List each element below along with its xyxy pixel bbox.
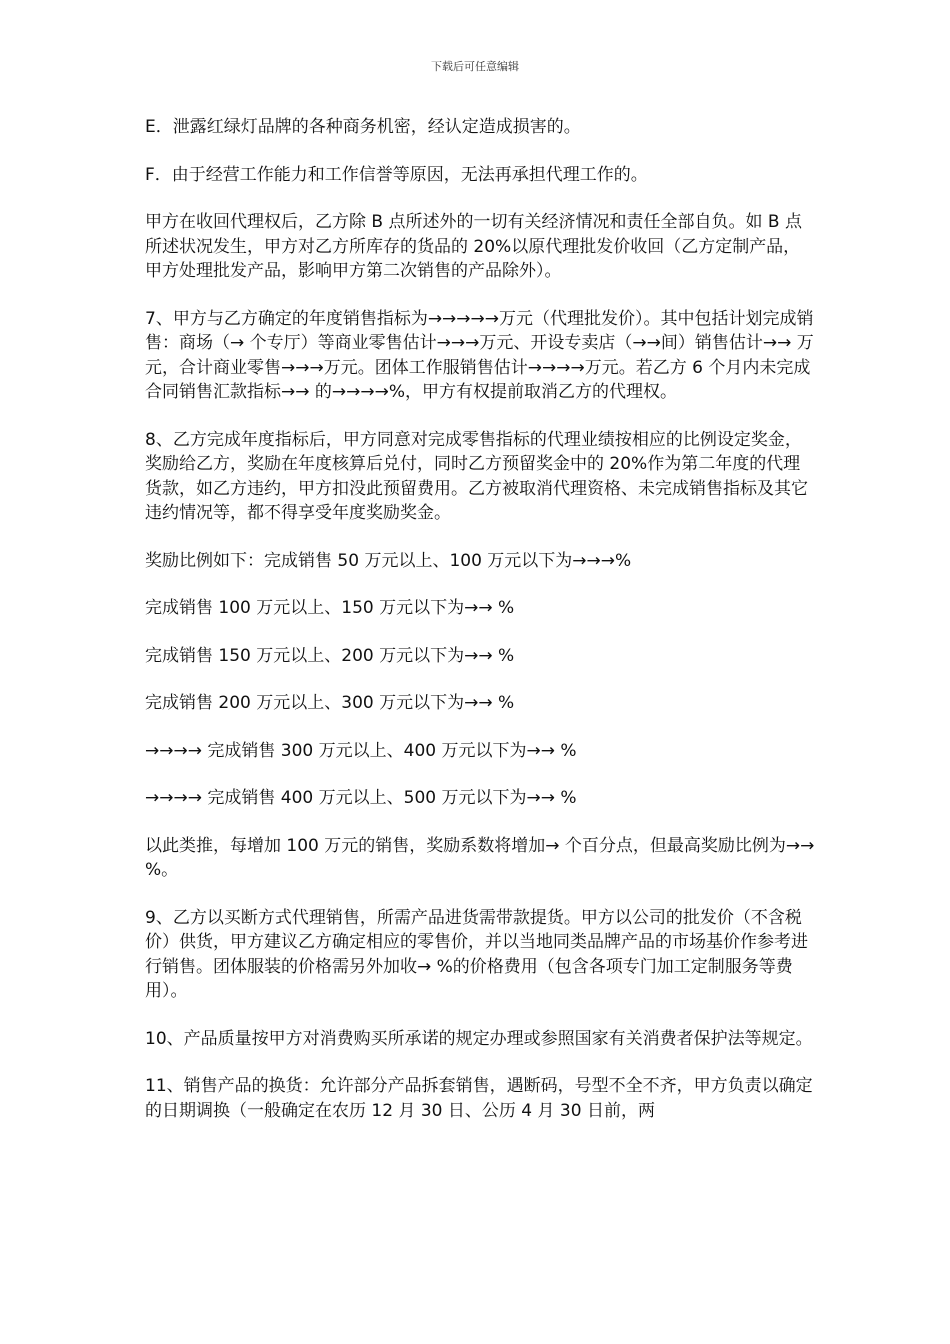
paragraph-8: 8、乙方完成年度指标后，甲方同意对完成零售指标的代理业绩按相应的比例设定奖金，奖励给乙方，奖励在年度核算后兑付，同时乙方预留奖金中的 20%作为第二年度的代理货款，如乙方违约，甲方扣没此预留费用。乙方被取消代理资格、未完成销售指标及其它违约情况等，都不得享受年度奖励奖金。	[145, 429, 808, 523]
paragraph-11: 11、销售产品的换货：允许部分产品拆套销售，遇断码，号型不全不齐，甲方负责以确定的日期调换（一般确定在农历 12 月 30 日、公历 4 月 30 日前，两	[145, 1076, 813, 1121]
paragraph-9: 9、乙方以买断方式代理销售，所需产品进货需带款提货。甲方以公司的批发价（不含税价）供货，甲方建议乙方确定相应的零售价，并以当地同类品牌产品的市场基价作参考进行销售。团体服装的价格需另外加收→ %的价格费用（包含各项专门加工定制服务等费用）。	[145, 907, 808, 1001]
reward-ratio-line-3: 完成销售 150 万元以上、200 万元以下为→→ %	[145, 645, 515, 666]
reward-increment-paragraph: 以此类推，每增加 100 万元的销售，奖励系数将增加→ 个百分点，但最高奖励比例为→→ %。	[145, 835, 820, 880]
reward-ratio-line-1: 奖励比例如下：完成销售 50 万元以上、100 万元以下为→→→%	[145, 550, 632, 571]
page-header: 下载后可任意编辑	[431, 60, 519, 73]
paragraph-7: 7、甲方与乙方确定的年度销售指标为→→→→→万元（代理批发价）。其中包括计划完成销售：商场（→ 个专厅）等商业零售估计→→→万元、开设专卖店（→→间）销售估计→→ 万元，合计商业零售→→→万元。团体工作服销售估计→→→→万元。若乙方 6 个月内未完成合同销售汇款指标→→ 的→→→→%，甲方有权提前取消乙方的代理权。	[145, 308, 814, 402]
reward-ratio-line-6: →→→→ 完成销售 400 万元以上、500 万元以下为→→ %	[145, 788, 577, 808]
reward-ratio-line-4: 完成销售 200 万元以上、300 万元以下为→→ %	[145, 693, 515, 713]
reward-ratio-line-5: →→→→ 完成销售 300 万元以上、400 万元以下为→→ %	[145, 740, 577, 761]
paragraph-10: 10、产品质量按甲方对消费购买所承诺的规定办理或参照国家有关消费者保护法等规定。	[145, 1028, 813, 1049]
reward-ratio-line-2: 完成销售 100 万元以上、150 万元以下为→→ %	[145, 598, 515, 618]
document-body	[145, 115, 820, 1146]
paragraph-f: F．由于经营工作能力和工作信誉等原因，无法再承担代理工作的。	[145, 164, 648, 185]
paragraph-revocation: 甲方在收回代理权后，乙方除 B 点所述外的一切有关经济情况和责任全部自负。如 B 点所述状况发生，甲方对乙方所库存的货品的 20%以原代理批发价收回（乙方定制产品，甲方处理批发产品，影响甲方第二次销售的产品除外）。	[145, 212, 802, 281]
paragraph-e: E．泄露红绿灯品牌的各种商务机密，经认定造成损害的。	[145, 117, 581, 137]
